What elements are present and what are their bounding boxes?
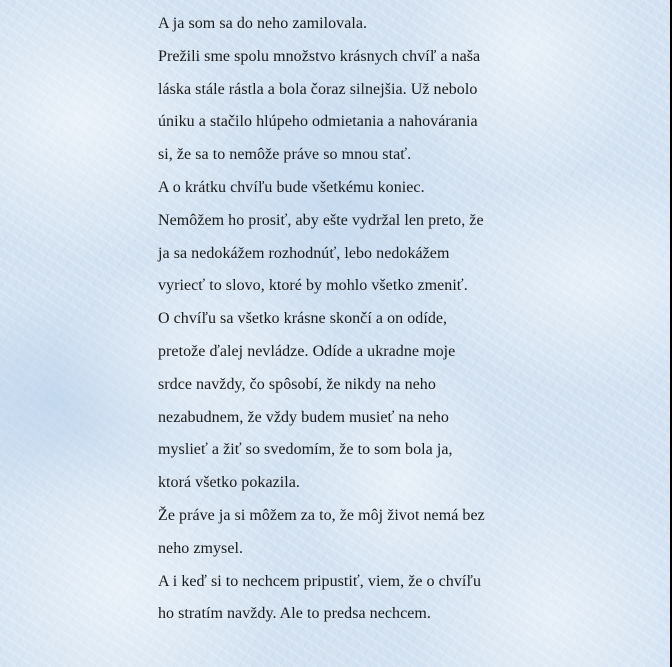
poem-line-18: A i keď si to nechcem pripustiť, viem, že o chvíľu	[158, 572, 481, 590]
poem-line-16: Že práve ja si môžem za to, že môj život nemá bez	[158, 506, 485, 524]
poem-line-12: srdce navždy, čo spôsobí, že nikdy na neho	[158, 375, 436, 393]
poem-line-7: Nemôžem ho prosiť, aby ešte vydržal len preto, že	[158, 211, 484, 229]
poem-line-2: Prežili sme spolu množstvo krásnych chvíľ a naša	[158, 47, 481, 65]
poem-line-15: ktorá všetko pokazila.	[158, 474, 300, 492]
poem-line-3: láska stále rástla a bola čoraz silnejšia. Už nebolo	[158, 80, 478, 98]
poem-line-17: neho zmysel.	[158, 539, 244, 557]
poem-line-5: si, že sa to nemôže práve so mnou stať.	[158, 146, 412, 164]
poem-line-14: myslieť a žiť so svedomím, že to som bola ja,	[158, 441, 453, 459]
poem-line-4: úniku a stačilo hlúpeho odmietania a nahovárania	[158, 113, 478, 131]
poem-line-11: pretože ďalej nevládze. Odíde a ukradne moje	[158, 342, 456, 360]
poem-line-8: ja sa nedokážem rozhodnúť, lebo nedokážem	[158, 244, 450, 262]
poem-line-1: A ja som sa do neho zamilovala.	[158, 15, 368, 32]
poem-line-13: nezabudnem, že vždy budem musieť na neho	[158, 408, 449, 426]
poem-text	[158, 13, 568, 636]
poem-line-6: A o krátku chvíľu bude všetkému koniec.	[158, 178, 425, 196]
poem-line-19: ho stratím navždy. Ale to predsa nechcem.	[158, 605, 431, 623]
poem-line-10: O chvíľu sa všetko krásne skončí a on odíde,	[158, 310, 448, 328]
poem-line-9: vyriecť to slovo, ktoré by mohlo všetko zmeniť.	[158, 277, 468, 295]
